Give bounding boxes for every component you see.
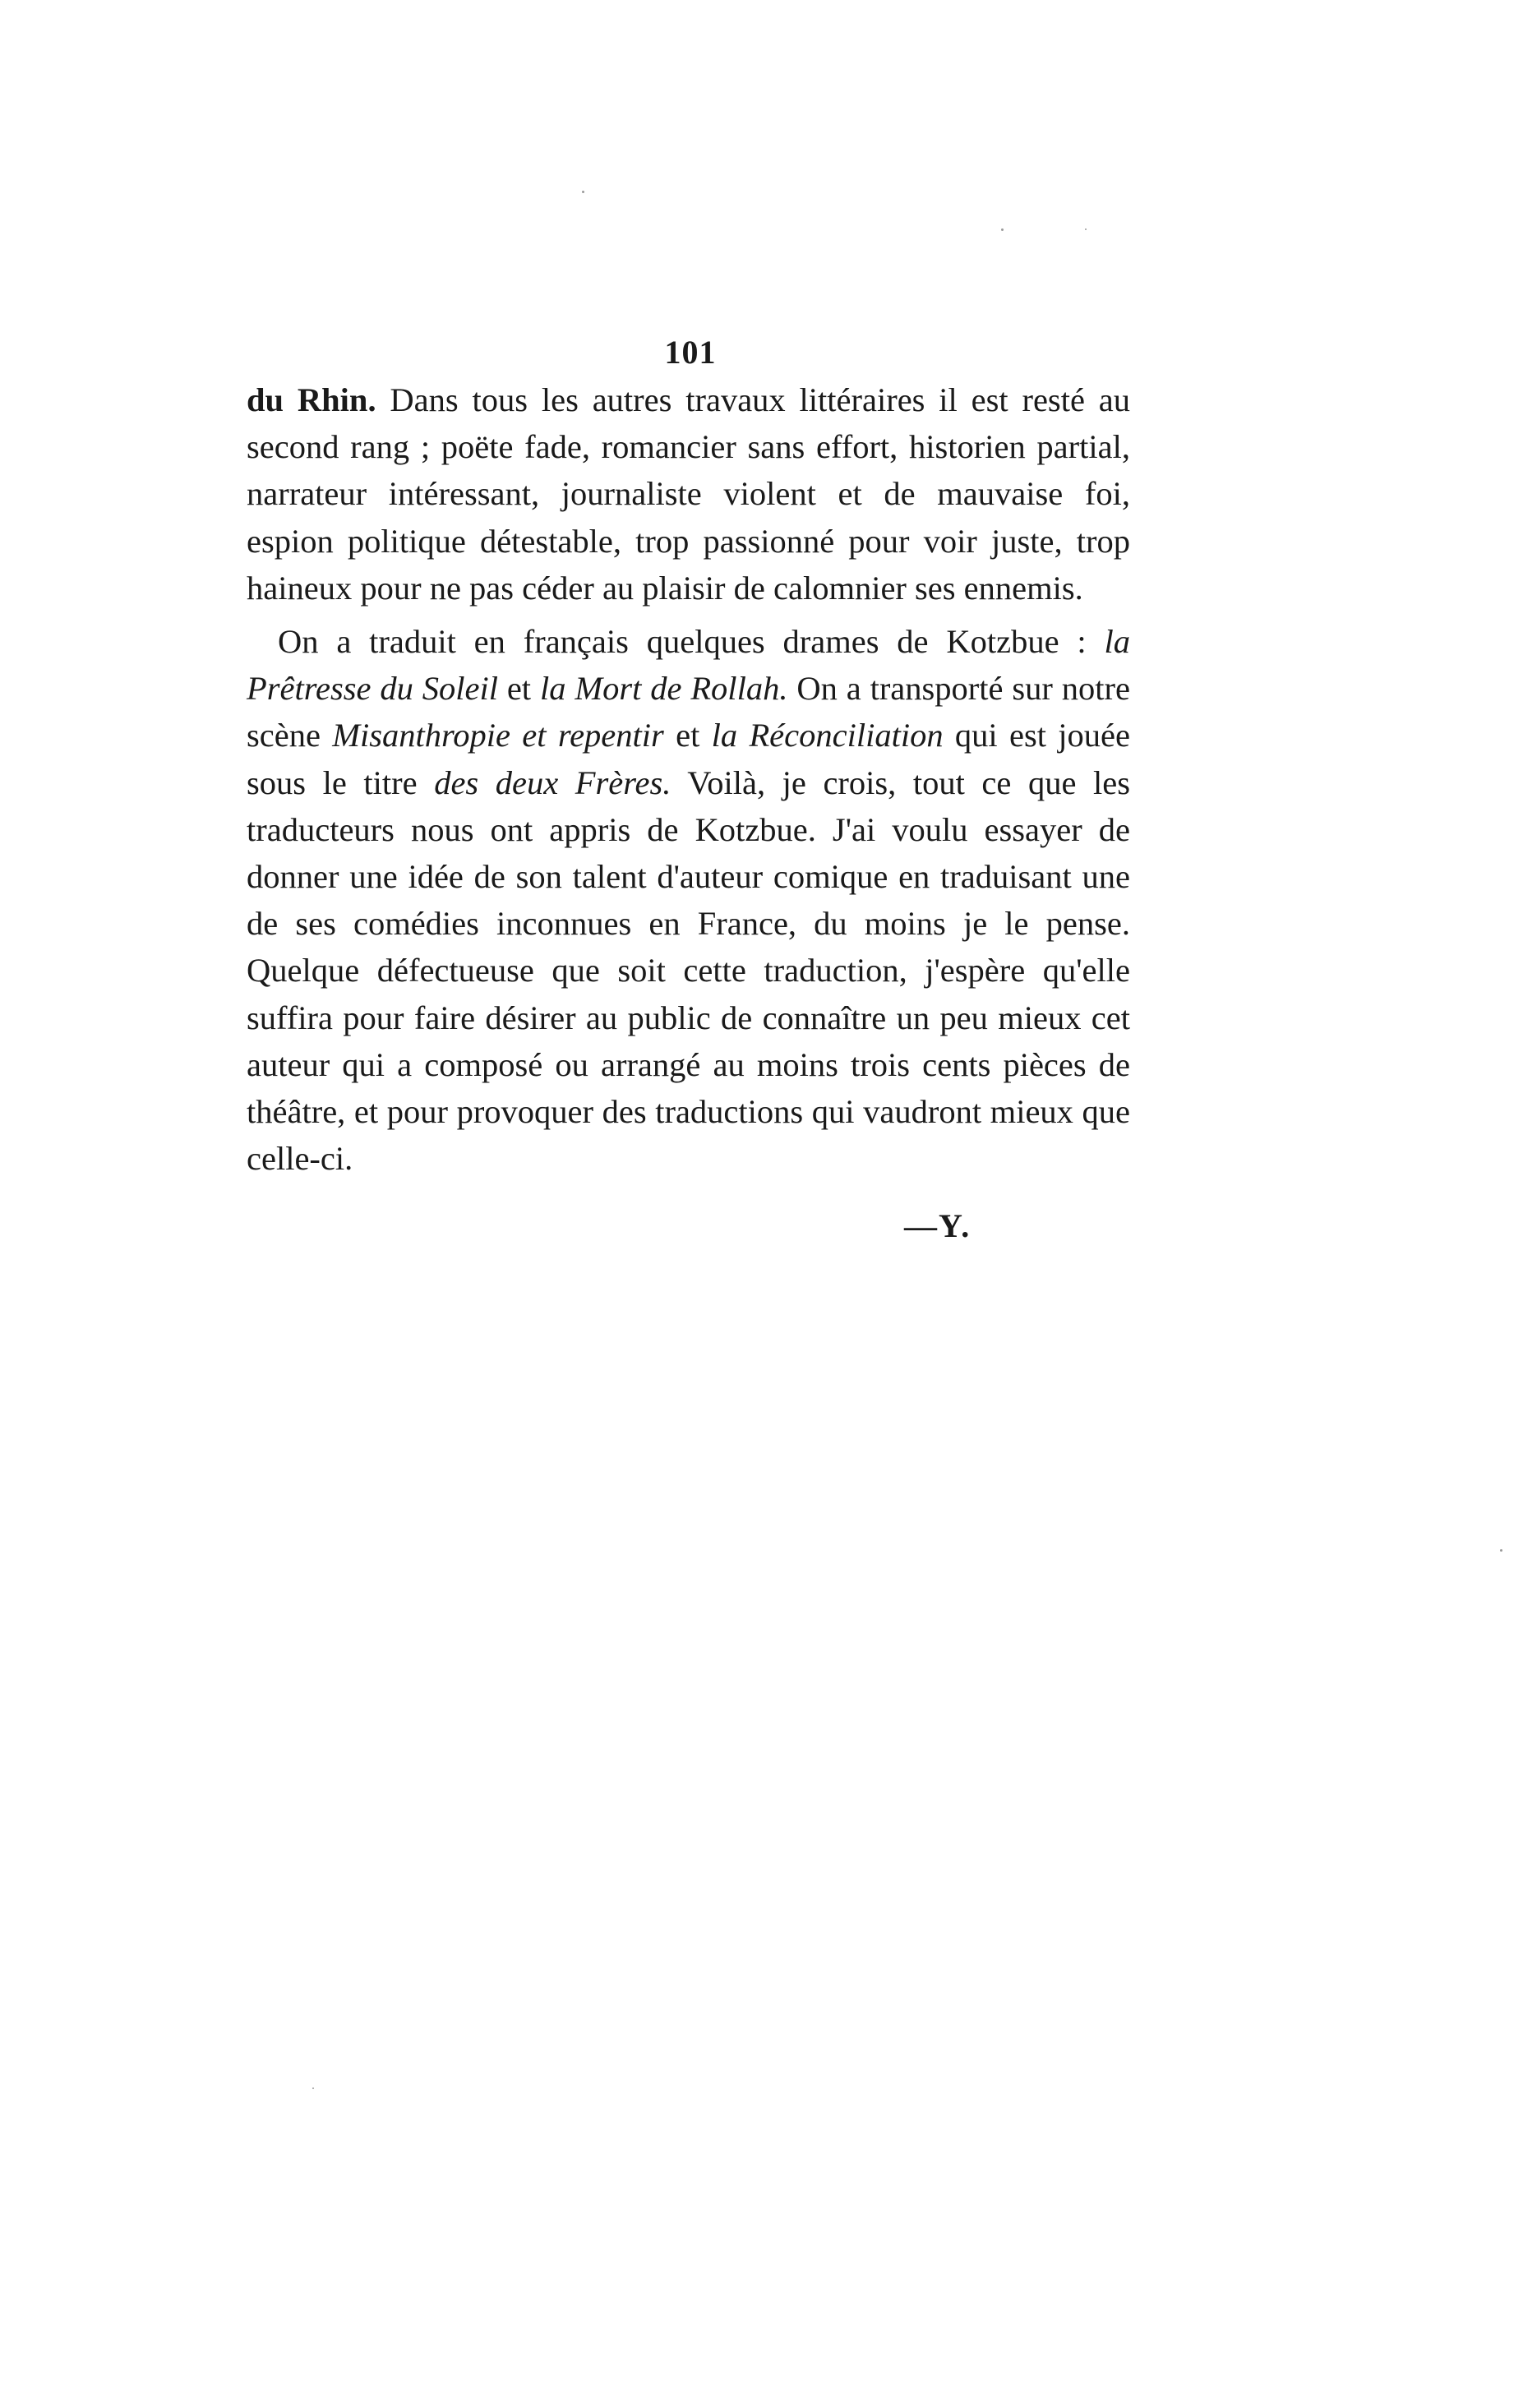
paragraph-2-text-4: et [663,717,712,754]
title-reconciliation: la Réconciliation [711,717,944,754]
paragraph-2-text-1: On a traduit en français quelques drames de Kotzbue : [278,623,1105,661]
title-pretresse-du-soleil: la Prêtresse du Soleil [247,623,1130,708]
paragraph-2-text-5: qui est jouée sous le titre [247,717,1130,801]
title-misanthropie-et-repentir: Misanthropie et repentir [332,717,664,754]
paragraph-2-text-2: et [497,670,540,708]
scan-speck [1500,1549,1502,1552]
paragraph-2 [247,618,1130,1182]
paragraph-1 [247,376,1130,611]
title-deux-freres: des deux Frères. [434,763,672,801]
scan-speck [312,2087,314,2089]
page-number: 101 [664,334,717,371]
scan-speck [582,191,584,193]
paragraph-1-text: Dans tous les autres travaux littéraires il est resté au second rang ; poëte fade, romancier sans effort, historien partial, narrateur intéressant, journaliste violent et de mauvaise foi, espion politique détestable, trop passionné pour voir juste, trop haineux pour ne pas céder au plaisir de calomnier ses ennemis. [247,381,1130,607]
body-text [247,376,1130,1182]
paragraph-2-text-6: Voilà, je crois, tout ce que les traducteurs nous ont appris de Kotzbue. J'ai voulu essayer de donner une idée de son talent d'auteur comique en traduisant une de ses comédies inconnues en France, du moins je le pense. Quelque défectueuse que soit cette traduction, j'espère qu'elle suffira pour faire désirer au public de connaître un peu mieux cet auteur qui a composé ou arrangé au moins trois cents pièces de théâtre, et pour provoquer des traductions qui vaudront mieux que celle-ci. [247,763,1130,1178]
signature: —Y. [904,1207,971,1244]
paragraph-2-text-3: On a transporté sur notre scène [247,670,1130,754]
title-mort-de-rollah: la Mort de Rollah. [539,670,788,708]
paragraph-1-lead: du Rhin. [247,381,376,418]
scan-speck [1001,228,1004,231]
scan-speck [1085,228,1087,230]
